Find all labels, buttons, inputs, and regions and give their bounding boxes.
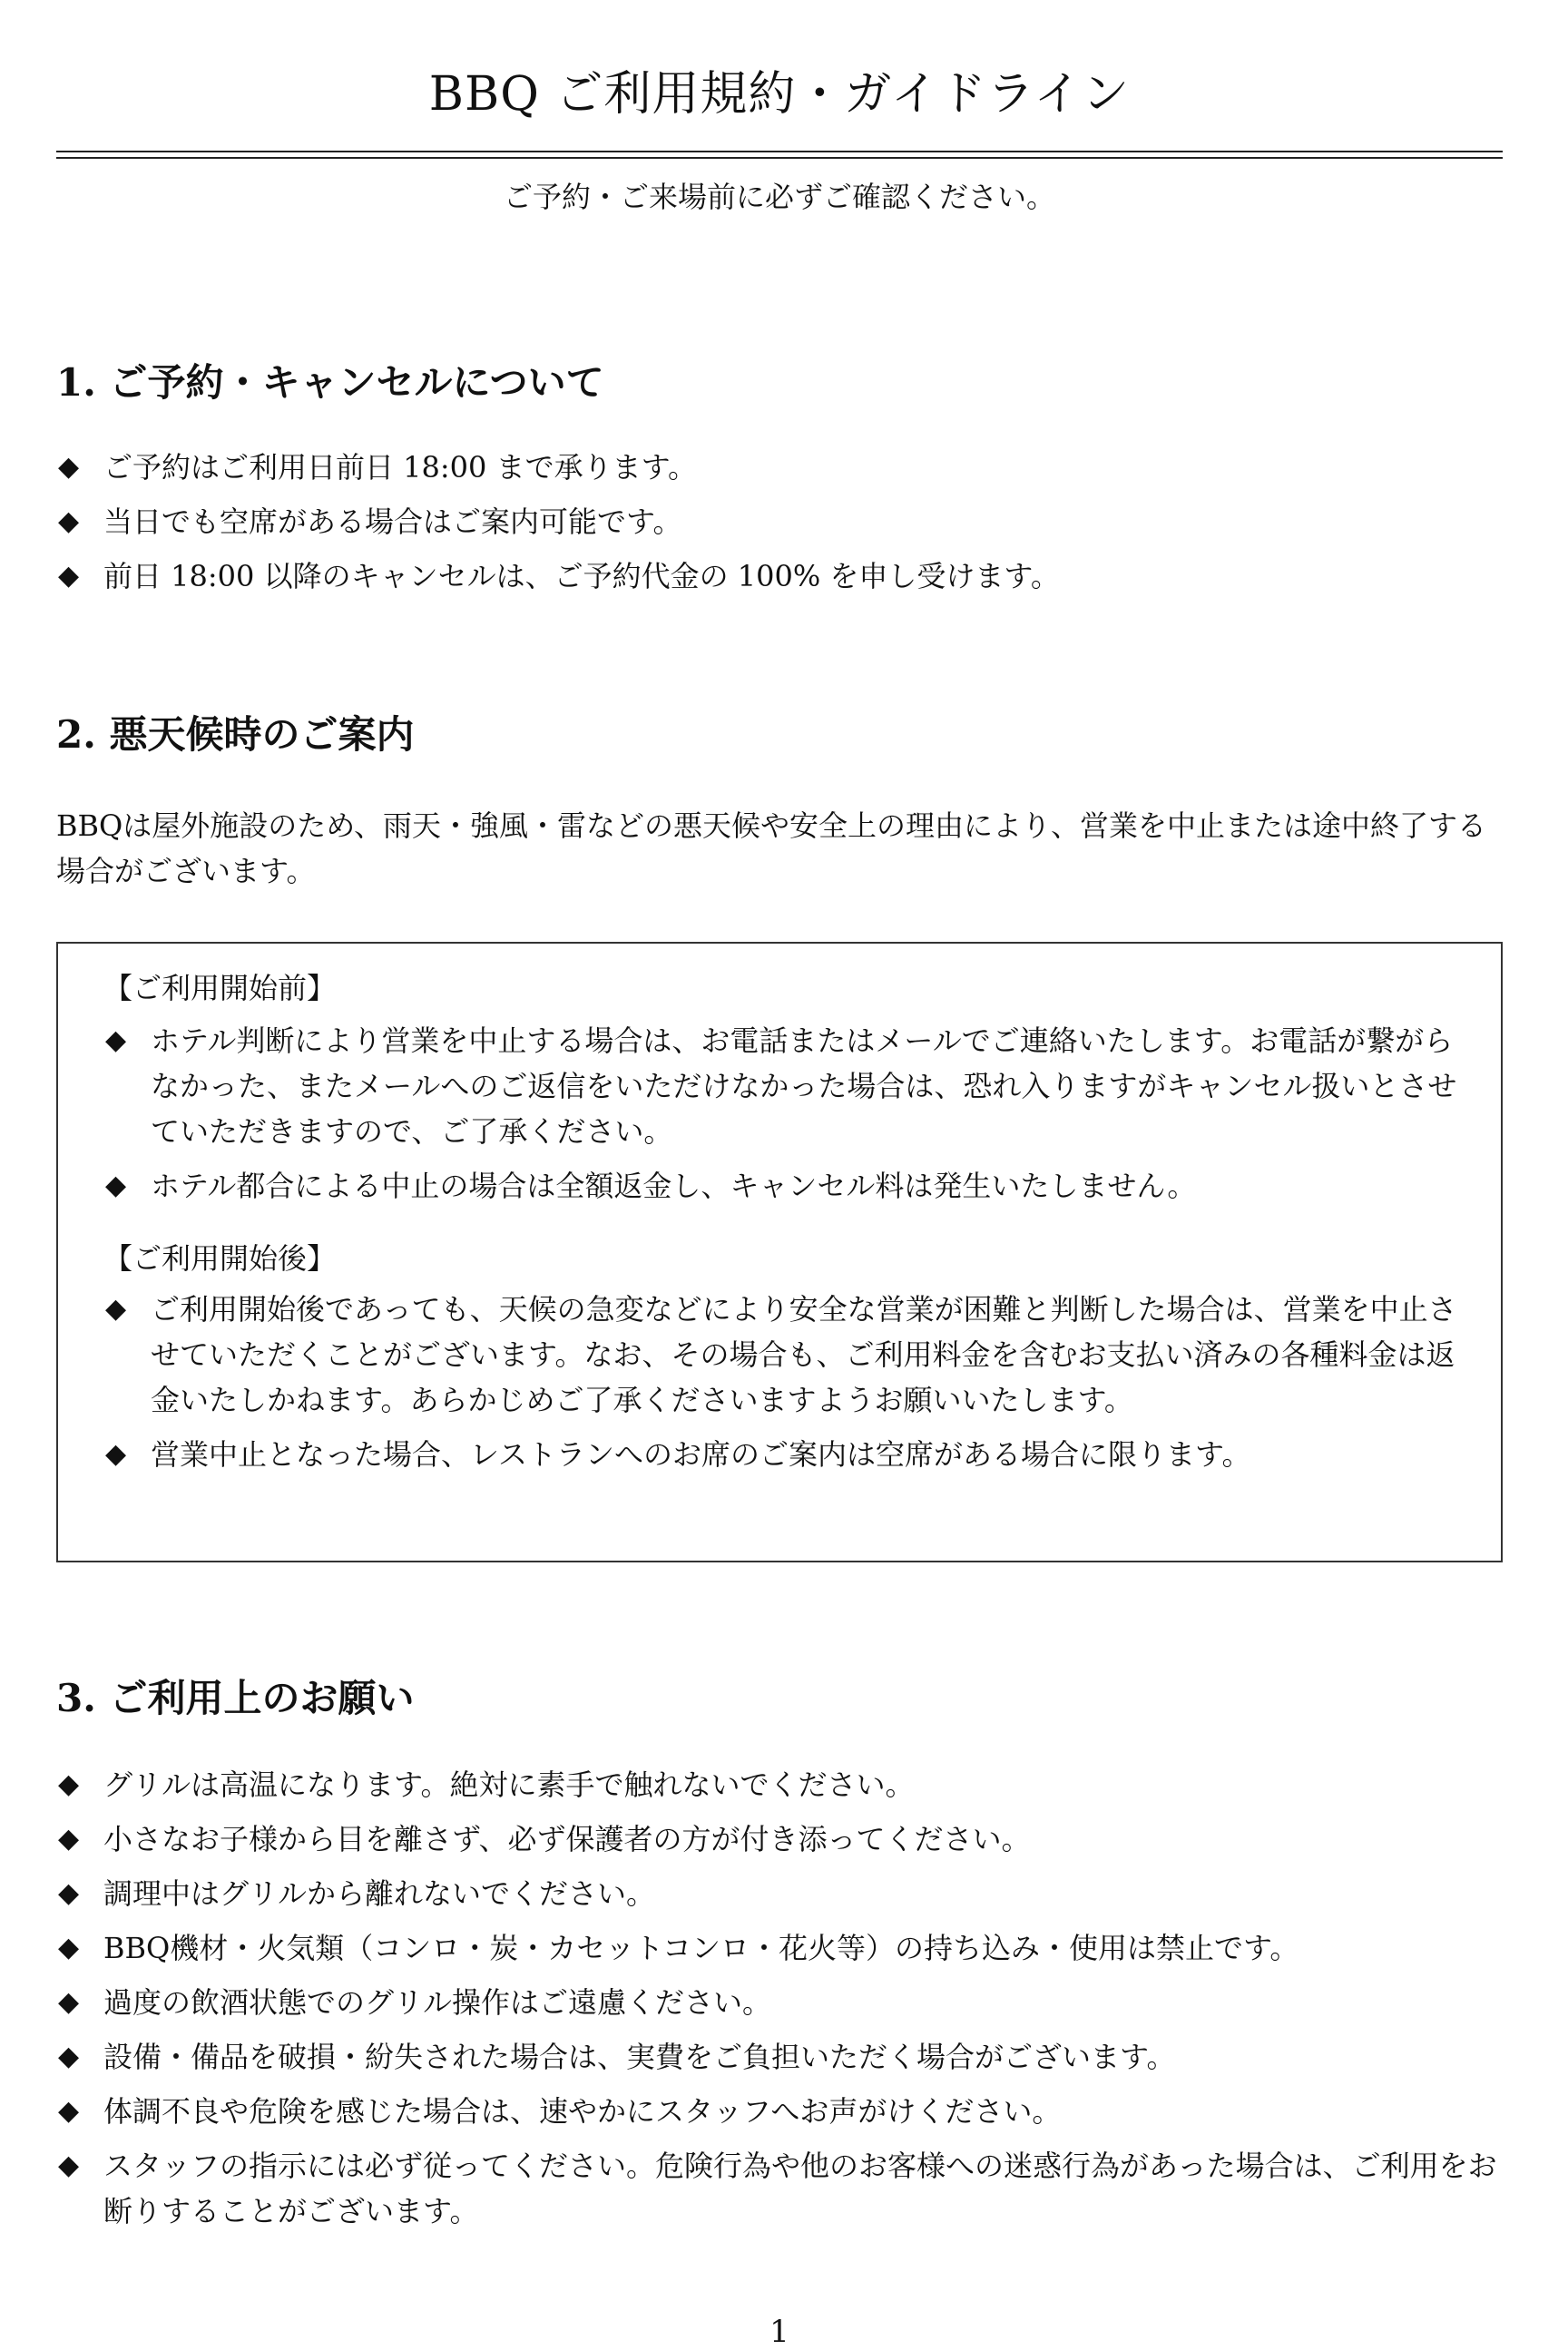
section3-heading: 3. ご利用上のお願い <box>56 1676 415 1720</box>
diamond-bullet-icon: ◆ <box>58 2095 80 2127</box>
list-item <box>103 1287 1465 1423</box>
document-subtitle: ご予約・ご来場前に必ずご確認ください。 <box>503 180 1055 214</box>
list-item <box>56 2034 1503 2080</box>
list-item-text: 設備・備品を破損・紛失された場合は、実費をご負担いただく場合がございます。 <box>103 2040 1176 2074</box>
list-item <box>103 1163 1465 1209</box>
list-item-text: 前日 18:00 以降のキャンセルは、ご予約代金の 100% を申し受けます。 <box>103 559 1060 593</box>
list-item <box>103 1432 1465 1477</box>
list-item-text: 調理中はグリルから離れないでください。 <box>103 1876 656 1911</box>
title-rule-top <box>56 151 1503 152</box>
list-item <box>56 553 1503 599</box>
list-item-text: 体調不良や危険を感じた場合は、速やかにスタッフへお声がけください。 <box>103 2094 1062 2129</box>
list-item <box>56 499 1503 544</box>
list-item-text: 小さなお子様から目を離さず、必ず保護者の方が付き添ってください。 <box>103 1822 1031 1856</box>
list-item-text: スタッフの指示には必ず従ってください。危険行為や他のお客様への迷惑行為があった場合は、ご利用をお断りすることがございます。 <box>103 2149 1497 2228</box>
list-item <box>56 1925 1503 1971</box>
before-start-list <box>103 1018 1465 1218</box>
document-title: BBQ ご利用規約・ガイドライン <box>428 67 1131 122</box>
section2-heading: 2. 悪天候時のご案内 <box>56 712 415 757</box>
diamond-bullet-icon: ◆ <box>105 1170 127 1201</box>
title-rule-bottom <box>56 157 1503 159</box>
after-start-list <box>103 1287 1465 1486</box>
list-item-text: ホテル都合による中止の場合は全額返金し、キャンセル料は発生いたしません。 <box>151 1169 1197 1203</box>
diamond-bullet-icon: ◆ <box>58 2041 80 2072</box>
list-item <box>56 1871 1503 1916</box>
document-page <box>56 0 1503 2350</box>
list-item-text: 過度の飲酒状態でのグリル操作はご遠慮ください。 <box>103 1985 772 2020</box>
list-item <box>56 1762 1503 1807</box>
diamond-bullet-icon: ◆ <box>58 505 80 537</box>
list-item <box>56 2143 1503 2234</box>
list-item-text: 営業中止となった場合、レストランへのお席のご案内は空席がある場合に限ります。 <box>151 1437 1251 1472</box>
list-item-text: BBQ機材・火気類（コンロ・炭・カセットコンロ・花火等）の持ち込み・使用は禁止です。 <box>103 1931 1299 1965</box>
list-item-text: ご利用開始後であっても、天候の急変などにより安全な営業が困難と判断した場合は、営業を中止させていただくことがございます。なお、その場合も、ご利用料金を含むお支払い済みの各種料金は返金いたしかねます。あらかじめご了承くださいますようお願いいたします。 <box>151 1292 1457 1417</box>
diamond-bullet-icon: ◆ <box>58 1932 80 1963</box>
diamond-bullet-icon: ◆ <box>105 1438 127 1470</box>
section1-heading: 1. ご予約・キャンセルについて <box>56 360 604 405</box>
list-item-text: 当日でも空席がある場合はご案内可能です。 <box>103 504 682 539</box>
list-item <box>56 1980 1503 2025</box>
weather-notice-box <box>56 942 1503 1562</box>
diamond-bullet-icon: ◆ <box>58 2149 80 2181</box>
diamond-bullet-icon: ◆ <box>58 1986 80 2018</box>
diamond-bullet-icon: ◆ <box>58 1877 80 1909</box>
page-number: 1 <box>769 2314 789 2350</box>
list-item <box>56 1816 1503 1862</box>
after-start-label: 【ご利用開始後】 <box>103 1241 337 1276</box>
list-item <box>56 2089 1503 2134</box>
section3-list <box>56 1762 1503 2243</box>
diamond-bullet-icon: ◆ <box>58 1823 80 1855</box>
before-start-label: 【ご利用開始前】 <box>103 971 337 1005</box>
diamond-bullet-icon: ◆ <box>105 1293 127 1325</box>
list-item-text: グリルは高温になります。絶対に素手で触れないでください。 <box>103 1767 915 1802</box>
diamond-bullet-icon: ◆ <box>105 1024 127 1056</box>
diamond-bullet-icon: ◆ <box>58 451 80 483</box>
diamond-bullet-icon: ◆ <box>58 1768 80 1800</box>
list-item <box>56 445 1503 490</box>
section2-intro: BBQは屋外施設のため、雨天・強風・雷などの悪天候や安全上の理由により、営業を中止または途中終了する場合がございます。 <box>56 808 1486 888</box>
list-item-text: ホテル判断により営業を中止する場合は、お電話またはメールでご連絡いたします。お電話が繋がらなかった、またメールへのご返信をいただけなかった場合は、恐れ入りますがキャンセル扱いとさせていただきますので、ご了承ください。 <box>151 1023 1457 1149</box>
diamond-bullet-icon: ◆ <box>58 560 80 592</box>
list-item-text: ご予約はご利用日前日 18:00 まで承ります。 <box>103 450 698 485</box>
list-item <box>103 1018 1465 1154</box>
section1-list <box>56 445 1503 608</box>
